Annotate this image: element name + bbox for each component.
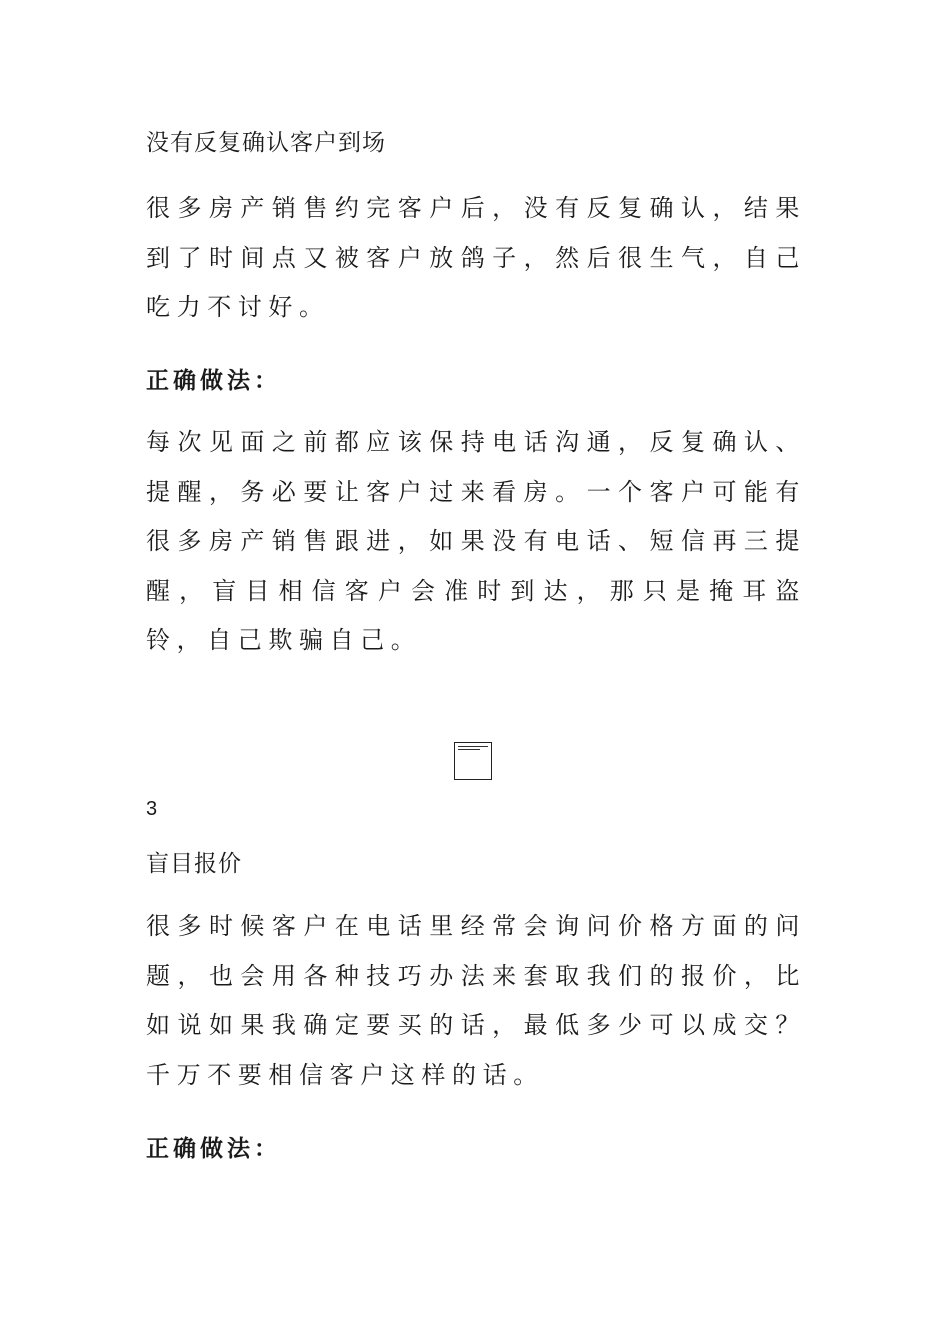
- section-2-method-body: 每次见面之前都应该保持电话沟通，反复确认、提醒，务必要让客户过来看房。一个客户可能有很多房产销售跟进，如果没有电话、短信再三提醒，盲目相信客户会准时到达，那只是掩耳盗铃，自己欺骗自己。: [146, 428, 806, 654]
- section-3-number: 3: [146, 798, 158, 820]
- section-2-body: 很多房产销售约完客户后，没有反复确认，结果到了时间点又被客户放鸽子，然后很生气，自己吃力不讨好。: [146, 194, 806, 321]
- section-2-method-label: 正确做法：: [146, 368, 281, 394]
- section-3-method-label: 正确做法：: [146, 1136, 281, 1162]
- embedded-image-thumbnail: [454, 742, 492, 780]
- section-2-title: 没有反复确认客户到场: [146, 130, 386, 156]
- section-3-title: 盲目报价: [146, 851, 242, 877]
- section-3-body: 很多时候客户在电话里经常会询问价格方面的问题，也会用各种技巧办法来套取我们的报价，比如说如果我确定要买的话，最低多少可以成交？千万不要相信客户这样的话。: [146, 912, 806, 1089]
